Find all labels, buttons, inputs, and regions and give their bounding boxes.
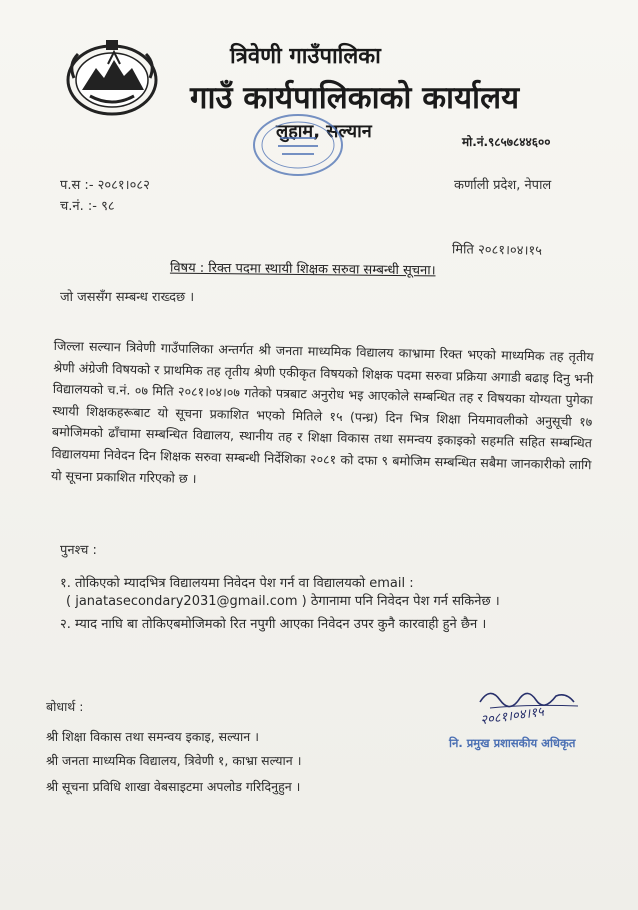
cc-heading: बोधार्थ :	[46, 699, 84, 714]
notice-subject: विषय : रिक्त पदमा स्थायी शिक्षक सरुवा सम्बन्धी सूचना।	[169, 260, 436, 279]
office-seal-icon	[250, 110, 346, 180]
postscript-heading: पुनश्च :	[60, 543, 97, 558]
cc-recipient-2: श्री जनता माध्यमिक विद्यालय, त्रिवेणी १, काभ्रा सल्यान ।	[46, 753, 302, 768]
signing-officer: नि. प्रमुख प्रशासकीय अधिकृत	[449, 736, 576, 750]
cc-recipient-3: श्री सूचना प्रविधि शाखा वेबसाइटमा अपलोड गरिदिनुहुन ।	[46, 779, 301, 794]
signature-date: २०८१।०४।१५	[479, 704, 545, 729]
reference-number: प.स :- २०८१।०८२	[60, 178, 150, 193]
office-phone: मो.नं.९८५७८४४६००	[462, 135, 551, 149]
notice-body: जिल्ला सल्यान त्रिवेणी गाउँपालिका अन्तर्गत श्री जनता माध्यमिक विद्यालय काभ्रामा रिक्त भएको माध्यमिक तह तृतीय श्रेणी अंग्रेजी विषयको र प्राथमिक तह तृतीय श्रेणी एकीकृत विषयको शिक्षक पदमा सरुवा प्रक्रिया अगाडी बढाइ दिनु भनी विद्यालयको च.नं. ०७ मिति २०८१।०४।०७ गतेको पत्रबाट अनुरोध भइ आएकोले सम्बन्धित तह र विषयका योग्यता पुगेका स्थायी शिक्षकहरूबाट यो सूचना प्रकाशित भएको मितिले १५ (पन्ध्र) दिन भित्र शिक्षा नियमावलीको अनुसूची १७ बमोजिमको ढाँचामा सम्बन्धित विद्यालय, स्थानीय तह र शिक्षा विकास तथा समन्वय इकाइको सहमति सहित सम्बन्धित विद्यालयमा निवेदन दिन शिक्षक सरुवा सम्बन्धी निर्देशिका २०८१ को दफा ९ बमोजिम सम्बन्धित सबैमा जानकारीको लागि यो सूचना प्रकाशित गरिएको छ ।	[50, 337, 594, 486]
office-location: लुहाम, सल्यान	[276, 121, 372, 142]
notice-date: मिति २०८१।०४।१५	[451, 242, 543, 259]
cc-recipient-1: श्री शिक्षा विकास तथा समन्वय इकाइ, सल्यान ।	[46, 729, 259, 744]
office-name: गाउँ कार्यपालिकाको कार्यालय	[190, 80, 520, 116]
dispatch-number: च.नं. :- ९८	[60, 199, 115, 214]
municipality-name: त्रिवेणी गाउँपालिका	[230, 44, 381, 69]
postscript-item-1-email: ( janatasecondary2031@gmail.com ) ठेगानामा पनि निवेदन पेश गर्न सकिनेछ ।	[66, 594, 500, 609]
nepal-emblem-icon	[62, 38, 162, 118]
province-address: कर्णाली प्रदेश, नेपाल	[454, 178, 552, 193]
salutation: जो जससँग सम्बन्ध राख्दछ ।	[60, 290, 195, 305]
postscript-item-2: २. म्याद नाघि बा तोकिएबमोजिमको रित नपुगी आएका निवेदन उपर कुनै कारवाही हुने छैन ।	[60, 617, 487, 632]
postscript-item-1: १. तोकिएको म्यादभित्र विद्यालयमा निवेदन पेश गर्न वा विद्यालयको email :	[60, 576, 414, 591]
